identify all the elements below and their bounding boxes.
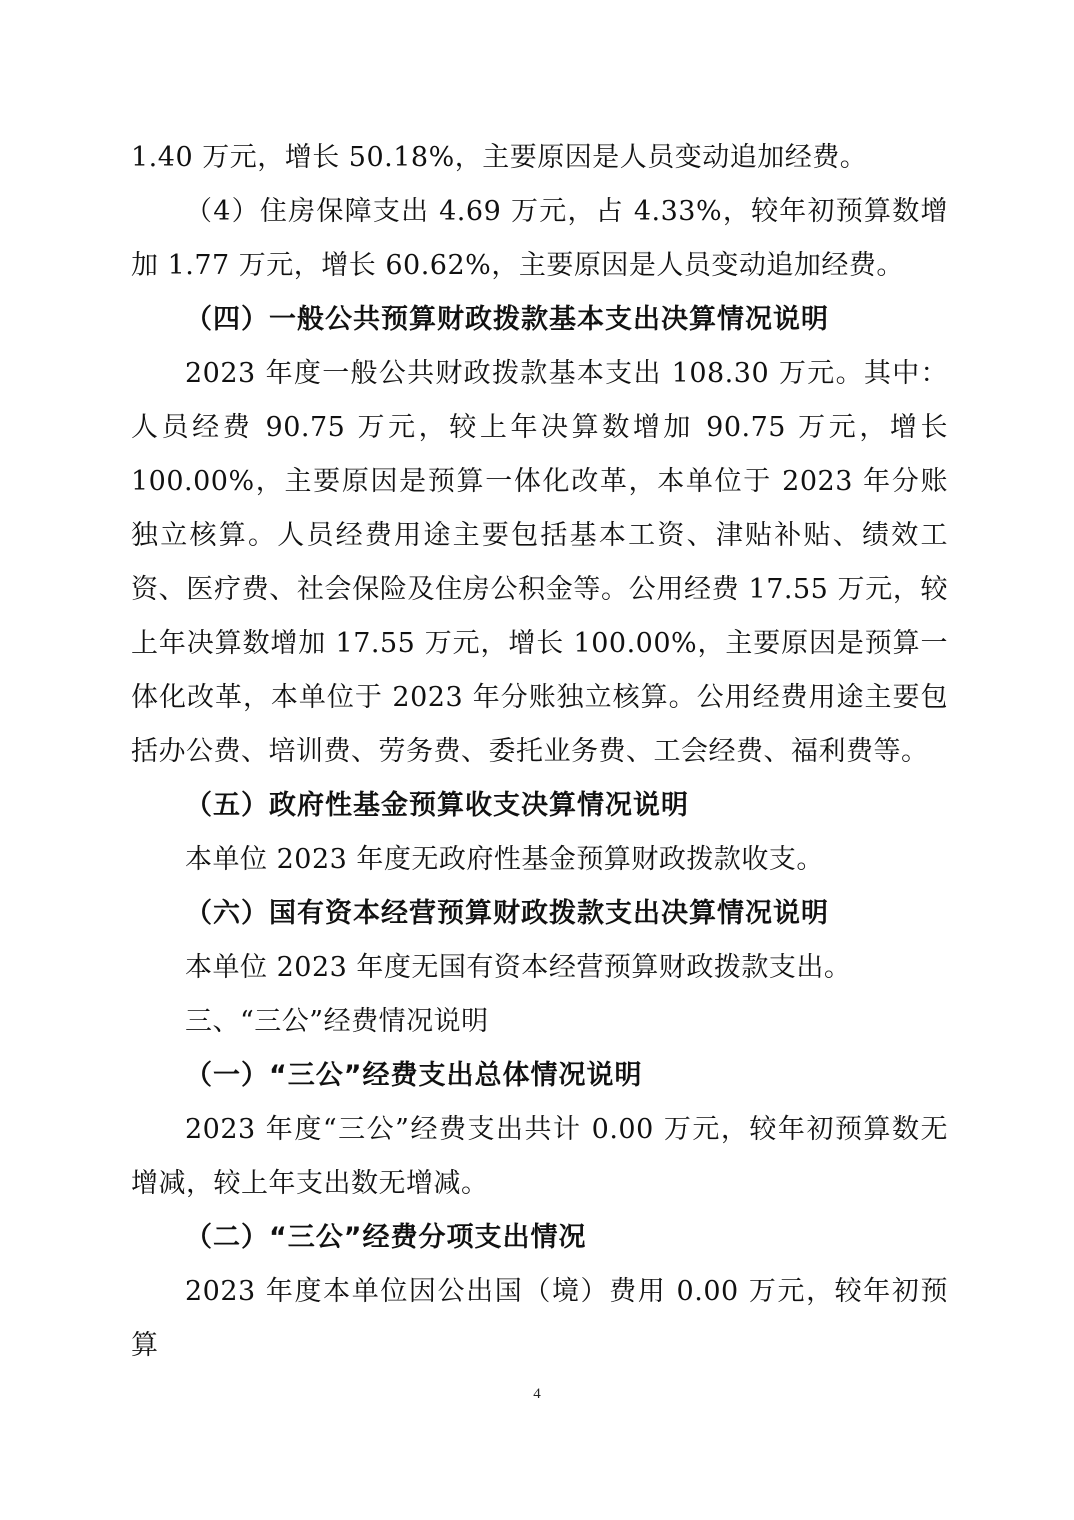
heading-state-capital: （六）国有资本经营预算财政拨款支出决算情况说明 <box>185 898 829 929</box>
page-number: 4 <box>533 1386 541 1402</box>
paragraph-state-capital: 本单位 2023 年度无国有资本经营预算财政拨款支出。 <box>185 952 852 983</box>
heading-basic-expenditure: （四）一般公共预算财政拨款基本支出决算情况说明 <box>185 304 829 335</box>
paragraph-three-public-itemized: 2023 年度本单位因公出国（境）费用 0.00 万元，较年初预算 <box>131 1276 948 1361</box>
heading-three-public-overall: （一）“三公”经费支出总体情况说明 <box>185 1060 643 1091</box>
document-body <box>131 131 948 1373</box>
paragraph-government-fund: 本单位 2023 年度无政府性基金预算财政拨款收支。 <box>185 844 824 875</box>
paragraph-housing-expense: （4）住房保障支出 4.69 万元，占 4.33%，较年初预算数增加 1.77 万元，增长 60.62%，主要原因是人员变动追加经费。 <box>131 196 948 281</box>
heading-government-fund: （五）政府性基金预算收支决算情况说明 <box>185 790 689 821</box>
section-heading-three-public: 三、“三公”经费情况说明 <box>185 1006 489 1037</box>
heading-three-public-itemized: （二）“三公”经费分项支出情况 <box>185 1222 587 1253</box>
paragraph-continuation: 1.40 万元，增长 50.18%，主要原因是人员变动追加经费。 <box>131 142 868 173</box>
paragraph-basic-expenditure: 2023 年度一般公共财政拨款基本支出 108.30 万元。其中：人员经费 90.75 万元，较上年决算数增加 90.75 万元，增长 100.00%，主要原因是预算一体化改革，本单位于 2023 年分账独立核算。人员经费用途主要包括基本工资、津贴补贴、绩效工资、医疗费、社会保险及住房公积金等。公用经费 17.55 万元，较上年决算数增加 17.55 万元，增长 100.00%，主要原因是预算一体化改革，本单位于 2023 年分账独立核算。公用经费用途主要包括办公费、培训费、劳务费、委托业务费、工会经费、福利费等。 <box>131 358 948 767</box>
paragraph-three-public-overall: 2023 年度“三公”经费支出共计 0.00 万元，较年初预算数无增减，较上年支出数无增减。 <box>131 1114 948 1199</box>
